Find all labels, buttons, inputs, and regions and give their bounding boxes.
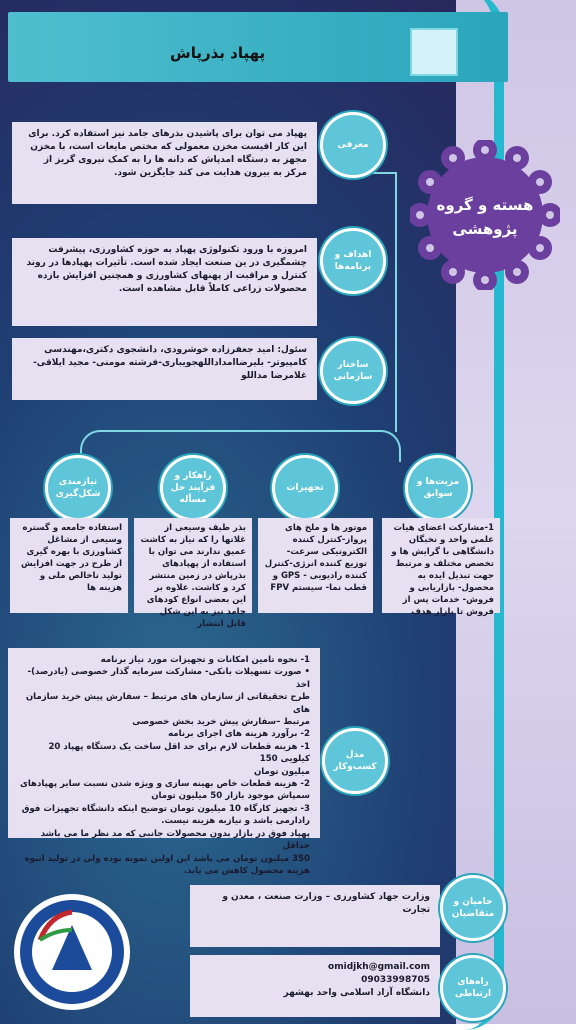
intro-text: پهپاد می توان برای پاشیدن بذرهای جامد نیز استفاده کرد. برای این کار اقیست مخزن معمولی که مختص مایعات است، با مخزن مجهز به دستگاه امدپاش که دانه ها را به کمک نیروی گریز از مرکز به بیرون هدایت می کند جایگزین شود.	[28, 129, 307, 178]
research-group-flower-icon	[410, 140, 560, 290]
sponsors-circle	[440, 875, 506, 941]
business-line: سمپاش موجود بازار 50 میلیون تومان	[151, 791, 310, 802]
business-line: میلیون تومان	[253, 766, 310, 777]
title-square-decor	[410, 28, 458, 76]
structure-panel	[12, 338, 317, 400]
group-title-line2: پژوهشی	[452, 220, 518, 238]
business-line: طرح تحقیقاتی از سازمان های مرتبط – سفارش پیش خرید سازمان های	[25, 692, 310, 715]
business-line: 350 میلیون تومان می باشد این اولین نمونه بوده ولی در تولید انبوه	[24, 853, 310, 864]
intro-label: معرفی	[337, 140, 369, 150]
group-title-line1: هسته و گروه	[436, 196, 534, 214]
sponsors-label: حامیان و متقاضیان	[451, 897, 495, 919]
business-line: 2- برآورد هزینه های اجرای برنامه	[168, 729, 310, 740]
sponsors-panel	[190, 885, 440, 947]
column-solution-text: بذر طیف وسیعی از غلاتها را که نیاز به کاشت عمیق ندارند می توان با استفاده از پهپادهای بذرپاش در زمین منتشر کرد و کاشت. علاوه بر این بعضی انواع کودهای جامد نیز به این شکل قابل انتشار	[134, 518, 252, 613]
contact-org: دانشگاه آزاد اسلامی واحد بهشهر	[283, 988, 430, 998]
contact-panel	[190, 955, 440, 1017]
column-equipment-text: موتور ها و ملخ های پرواز-کنترل کننده الکترونیکی سرعت- توزیع کننده انرژی-کنترل کننده رادیویی - GPS و قطب نما- سیستم FPV	[258, 518, 373, 613]
column-equipment-circle	[272, 455, 338, 521]
connector-columns	[80, 430, 401, 462]
business-line: هزینه محصول کاهش می یابد.	[183, 865, 310, 876]
connector-vertical	[395, 172, 397, 432]
business-line: 1- نحوه تامین امکانات و تجهیزات مورد نیاز برنامه	[100, 655, 310, 665]
university-logo-icon	[10, 890, 135, 1015]
column-solution-label: راهکار و فرآیند حل مسأله	[170, 471, 216, 505]
goals-label: اهداف و برنامه‌ها	[334, 250, 372, 272]
column-solution-circle	[160, 455, 226, 521]
structure-text: سئول: امید جعفرزاده خوشرودی، دانشجوی دکتری،مهندسی کامپیوتر- بلیرضاامداداللهجویباری-فرشته مومنی- مجید ایلاقی- غلامرضا مداللو	[33, 345, 307, 381]
business-line: 2- هزینه قطعات خاص بهینه سازی و ویژه شدن نسبت سایر پهپادهای	[19, 779, 310, 790]
goals-circle	[320, 228, 386, 294]
column-advantages-circle	[405, 455, 471, 521]
contact-email[interactable]: omidjkh@gmail.com	[328, 962, 430, 972]
contact-label: راه‌های ارتباطی	[454, 977, 492, 999]
column-requirements-label: نیازمندی شکل‌گیری	[55, 477, 101, 499]
intro-panel	[12, 122, 317, 204]
structure-label: ساختار سازمانی	[333, 360, 373, 382]
structure-circle	[320, 338, 386, 404]
business-line: 3- تجهیز کارگاه 10 میلیون تومان توضیح اینکه دانشگاه تجهیزات فوق	[21, 803, 310, 814]
page-title: پهپاد بذرپاش	[170, 44, 266, 62]
business-line: 1- هزینه قطعات لازم برای حد اقل ساخت یک دستگاه پهپاد 20 کیلویی 150	[48, 741, 310, 765]
column-equipment-label: تجهیزات	[286, 483, 324, 493]
contact-phone[interactable]: 09033998705	[361, 975, 430, 985]
business-circle	[322, 728, 388, 794]
intro-circle	[320, 112, 386, 178]
business-label: مدل کسب‌وکار	[333, 750, 377, 772]
column-advantages-text: 1-مشارکت اعضای هیات علمی واحد و نخبگان دانشگاهی با گرایش ها و تخصص مختلف و مرتبط جهت تبدیل ایده به محصول- بازاریابی و فروش- خدمات پس از فروش تا بازار هدف	[382, 518, 500, 613]
business-panel	[8, 648, 320, 876]
contact-circle	[440, 955, 506, 1021]
column-requirements-circle	[45, 455, 111, 521]
column-advantages-label: مزیت‌ها و سوابق	[416, 477, 460, 499]
business-line: مرتبط –سفارش پیش خرید بخش خصوصی	[132, 717, 310, 728]
goals-text: امروزه با ورود تکنولوژی پهپاد به حوزه کشاورزی، پیشرفت چشمگیری در ین صنعت ایجاد شده است. تأثیرات پهپادها در روند کنترل و مراقبت از پهنهای کشاورزی و همچنین افزایش بازده محصولات زراعی کاملاً قابل مشاهده است.	[26, 245, 307, 294]
business-line: رادارمی باشد و نیازبه هزینه نیست.	[161, 816, 310, 827]
sponsors-text: وزارت جهاد کشاورزی – وزارت صنعت ، معدن و تجارت	[222, 892, 430, 915]
column-requirements-text: استفاده جامعه و گستره وسیعی از مشاغل کشاورزی با بهره گیری از طرح در جهت افزایش تولید ناخالص ملی و هزینه ها	[10, 518, 128, 613]
business-line: پهپاد فوق در بازار بدون محصولات جانبی که مد نظر ما می باشد حداقل	[40, 828, 310, 852]
business-line: • صورت تسهیلات بانکی- مشارکت سرمایه گذار خصوصی (یادرصد)- اخذ	[27, 667, 310, 690]
goals-panel	[12, 238, 317, 326]
